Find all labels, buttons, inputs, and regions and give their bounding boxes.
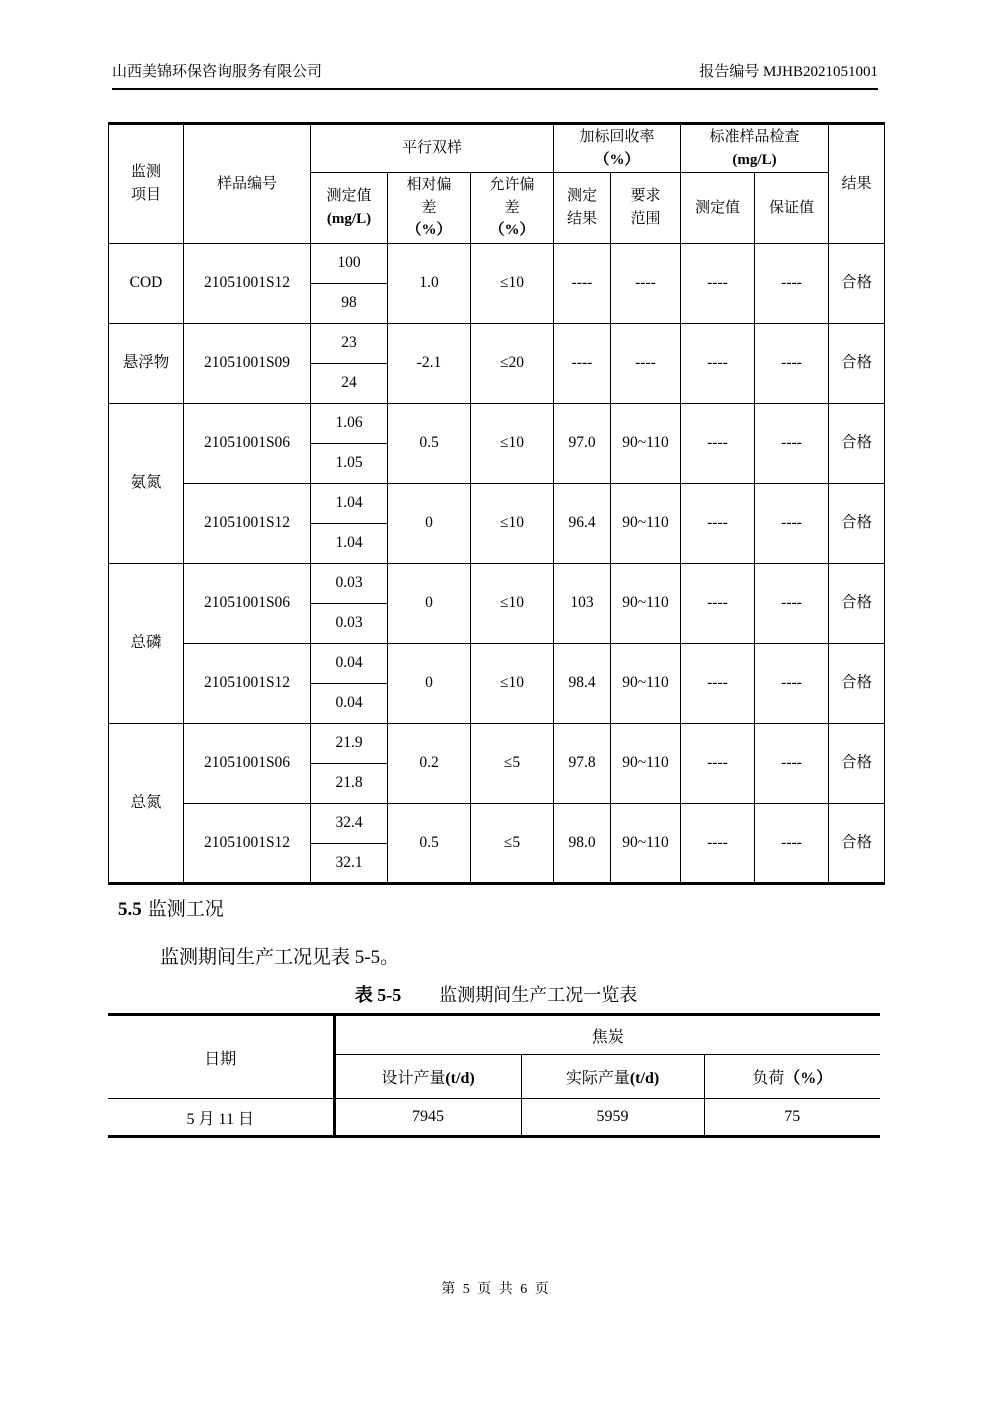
qa-table <box>108 122 885 885</box>
qa-cell-std-cert: ---- <box>755 803 829 883</box>
qa-cell-rel-dev: 0.5 <box>388 403 471 483</box>
qa-col-sample-id: 样品编号 <box>184 124 311 244</box>
qa-cell-value-1: 100 <box>311 243 388 283</box>
qa-cell-spike-range: ---- <box>611 243 681 323</box>
qa-cell-value-1: 1.04 <box>311 483 388 523</box>
qa-cell-sample-id: 21051001S12 <box>184 803 311 883</box>
qa-cell-allow-dev: ≤10 <box>471 243 554 323</box>
qa-cell-item: COD <box>109 243 184 323</box>
qa-cell-std-cert: ---- <box>755 403 829 483</box>
qa-cell-spike-result: 96.4 <box>554 483 611 563</box>
page-footer: 第 5 页 共 6 页 <box>441 1282 551 1297</box>
qa-col-spike-group: 加标回收率（%） <box>554 124 681 173</box>
qa-cell-value-2: 21.8 <box>311 763 388 803</box>
qa-cell-result: 合格 <box>829 723 885 803</box>
prod-col-date: 日期 <box>108 1015 334 1099</box>
qa-cell-value-2: 24 <box>311 363 388 403</box>
qa-cell-spike-range: ---- <box>611 323 681 403</box>
prod-cell-load: 75 <box>704 1099 880 1137</box>
qa-cell-spike-result: 97.0 <box>554 403 611 483</box>
qa-cell-std-measured: ---- <box>681 403 755 483</box>
qa-cell-value-2: 98 <box>311 283 388 323</box>
qa-cell-spike-range: 90~110 <box>611 803 681 883</box>
qa-cell-allow-dev: ≤10 <box>471 643 554 723</box>
qa-cell-result: 合格 <box>829 403 885 483</box>
qa-col-std-cert: 保证值 <box>755 173 829 244</box>
section-number: 5.5 <box>118 899 142 920</box>
qa-cell-sample-id: 21051001S06 <box>184 403 311 483</box>
intro-paragraph: 监测期间生产工况见表 5-5。 <box>160 947 400 968</box>
qa-col-item: 监测项目 <box>109 124 184 244</box>
qa-cell-rel-dev: 0 <box>388 483 471 563</box>
qa-col-spike-range: 要求范围 <box>611 173 681 244</box>
qa-data-row <box>109 803 885 843</box>
qa-col-parallel-group: 平行双样 <box>311 124 554 173</box>
qa-data-row <box>109 563 885 603</box>
qa-cell-spike-result: ---- <box>554 243 611 323</box>
section-heading <box>118 894 224 921</box>
prod-col-design: 设计产量(t/d) <box>334 1055 521 1099</box>
qa-col-standard-group: 标准样品检查(mg/L) <box>681 124 829 173</box>
qa-cell-result: 合格 <box>829 483 885 563</box>
qa-header-row-1 <box>109 124 885 173</box>
qa-cell-spike-result: 98.0 <box>554 803 611 883</box>
qa-cell-item: 总氮 <box>109 723 184 883</box>
qa-cell-value-1: 0.04 <box>311 643 388 683</box>
qa-cell-value-1: 1.06 <box>311 403 388 443</box>
qa-cell-std-measured: ---- <box>681 323 755 403</box>
qa-data-row <box>109 483 885 523</box>
qa-cell-rel-dev: 0.5 <box>388 803 471 883</box>
qa-cell-allow-dev: ≤20 <box>471 323 554 403</box>
qa-col-measured: 测定值(mg/L) <box>311 173 388 244</box>
qa-col-spike-result: 测定结果 <box>554 173 611 244</box>
qa-cell-sample-id: 21051001S06 <box>184 723 311 803</box>
qa-data-row <box>109 403 885 443</box>
qa-cell-result: 合格 <box>829 243 885 323</box>
prod-cell-actual: 5959 <box>521 1099 704 1137</box>
qa-cell-sample-id: 21051001S12 <box>184 643 311 723</box>
qa-cell-std-cert: ---- <box>755 483 829 563</box>
qa-data-row <box>109 323 885 363</box>
qa-cell-result: 合格 <box>829 323 885 403</box>
qa-col-std-measured: 测定值 <box>681 173 755 244</box>
production-table <box>108 1013 880 1138</box>
qa-cell-spike-range: 90~110 <box>611 563 681 643</box>
qa-cell-spike-range: 90~110 <box>611 483 681 563</box>
qa-col-allow-dev: 允许偏差（%） <box>471 173 554 244</box>
qa-cell-rel-dev: -2.1 <box>388 323 471 403</box>
qa-cell-item: 氨氮 <box>109 403 184 563</box>
qa-cell-spike-result: 103 <box>554 563 611 643</box>
qa-data-row <box>109 643 885 683</box>
qa-data-row <box>109 723 885 763</box>
qa-col-rel-dev: 相对偏差（%） <box>388 173 471 244</box>
prod-cell-date: 5 月 11 日 <box>108 1099 334 1137</box>
qa-cell-std-cert: ---- <box>755 563 829 643</box>
qa-cell-sample-id: 21051001S12 <box>184 483 311 563</box>
qa-cell-std-measured: ---- <box>681 483 755 563</box>
qa-data-row <box>109 243 885 283</box>
prod-col-load: 负荷（%） <box>704 1055 880 1099</box>
qa-cell-spike-result: ---- <box>554 323 611 403</box>
qa-cell-result: 合格 <box>829 643 885 723</box>
qa-cell-value-1: 23 <box>311 323 388 363</box>
prod-data-row <box>108 1099 880 1137</box>
qa-cell-spike-range: 90~110 <box>611 403 681 483</box>
table-caption-title: 监测期间生产工况一览表 <box>439 985 638 1005</box>
qa-cell-std-measured: ---- <box>681 243 755 323</box>
table-caption <box>108 981 884 1007</box>
qa-cell-sample-id: 21051001S06 <box>184 563 311 643</box>
qa-cell-allow-dev: ≤10 <box>471 403 554 483</box>
qa-cell-sample-id: 21051001S12 <box>184 243 311 323</box>
qa-cell-value-2: 0.04 <box>311 683 388 723</box>
qa-cell-result: 合格 <box>829 563 885 643</box>
qa-cell-sample-id: 21051001S09 <box>184 323 311 403</box>
qa-cell-allow-dev: ≤5 <box>471 803 554 883</box>
qa-cell-spike-range: 90~110 <box>611 643 681 723</box>
qa-cell-std-cert: ---- <box>755 323 829 403</box>
qa-cell-rel-dev: 0 <box>388 643 471 723</box>
qa-cell-std-cert: ---- <box>755 723 829 803</box>
qa-cell-value-2: 1.04 <box>311 523 388 563</box>
qa-cell-value-2: 1.05 <box>311 443 388 483</box>
qa-cell-value-1: 32.4 <box>311 803 388 843</box>
qa-cell-item: 总磷 <box>109 563 184 723</box>
qa-cell-result: 合格 <box>829 803 885 883</box>
qa-cell-spike-result: 98.4 <box>554 643 611 723</box>
prod-col-product-group: 焦炭 <box>334 1015 880 1055</box>
qa-cell-value-1: 21.9 <box>311 723 388 763</box>
qa-cell-std-measured: ---- <box>681 643 755 723</box>
qa-cell-std-cert: ---- <box>755 243 829 323</box>
company-name: 山西美锦环保咨询服务有限公司 <box>112 64 323 80</box>
qa-cell-rel-dev: 0.2 <box>388 723 471 803</box>
qa-cell-std-measured: ---- <box>681 563 755 643</box>
qa-cell-std-measured: ---- <box>681 723 755 803</box>
qa-cell-spike-result: 97.8 <box>554 723 611 803</box>
section-title: 监测工况 <box>147 899 224 920</box>
qa-cell-allow-dev: ≤10 <box>471 563 554 643</box>
qa-cell-rel-dev: 1.0 <box>388 243 471 323</box>
qa-cell-spike-range: 90~110 <box>611 723 681 803</box>
qa-cell-value-1: 0.03 <box>311 563 388 603</box>
prod-cell-design: 7945 <box>334 1099 521 1137</box>
prod-col-actual: 实际产量(t/d) <box>521 1055 704 1099</box>
qa-cell-value-2: 0.03 <box>311 603 388 643</box>
report-number: 报告编号 MJHB2021051001 <box>699 64 878 80</box>
qa-cell-item: 悬浮物 <box>109 323 184 403</box>
qa-cell-std-cert: ---- <box>755 643 829 723</box>
qa-cell-allow-dev: ≤5 <box>471 723 554 803</box>
report-header <box>112 60 878 90</box>
prod-header-row-1 <box>108 1015 880 1055</box>
qa-col-result: 结果 <box>829 124 885 244</box>
qa-cell-value-2: 32.1 <box>311 843 388 883</box>
qa-cell-rel-dev: 0 <box>388 563 471 643</box>
qa-cell-std-measured: ---- <box>681 803 755 883</box>
table-caption-label: 表 5-5 <box>354 985 402 1005</box>
qa-cell-allow-dev: ≤10 <box>471 483 554 563</box>
